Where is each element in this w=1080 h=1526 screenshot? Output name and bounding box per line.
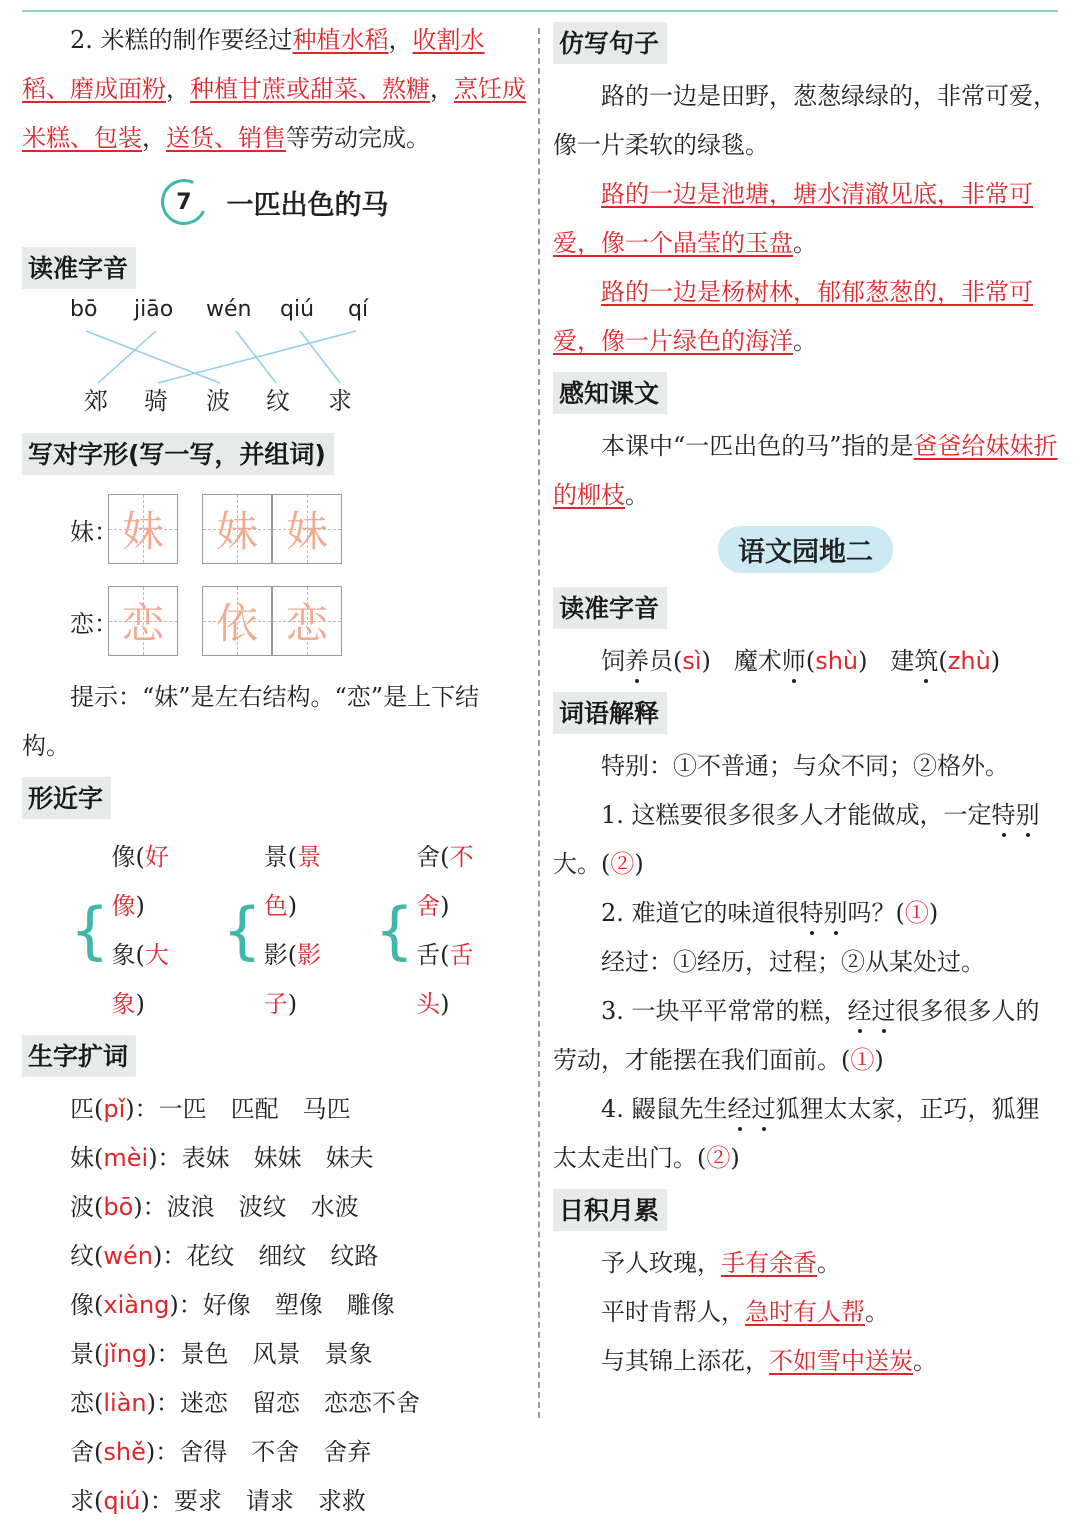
expand-word: 雕像 (346, 1291, 395, 1319)
expand-word: 景象 (324, 1340, 373, 1368)
pinyin-item: qí (348, 297, 369, 322)
section-heading-imitate: 仿写句子 (553, 22, 667, 64)
expand-word: 恋恋不舍 (324, 1389, 421, 1417)
similar-item: 影(影子) (263, 941, 322, 1018)
expand-word: 表妹 (181, 1144, 230, 1172)
match-line (158, 331, 356, 383)
intro-paragraph (22, 16, 527, 163)
perceive-text: 本课中“一匹出色的马”指的是 (601, 432, 914, 460)
punct: ， (430, 75, 454, 103)
cell-char: 依 (215, 599, 258, 648)
emphasis-dot (738, 1127, 742, 1131)
expand-word: 迷恋 (180, 1389, 229, 1417)
expand-word: 花纹 (186, 1242, 235, 1270)
similar-item: 景(景色) (263, 843, 322, 920)
pinyin-answer: sì (682, 647, 702, 675)
right-column (553, 16, 1058, 1386)
expand-word: 请求 (245, 1487, 294, 1515)
similar-item: 舍(不舍) (416, 843, 474, 920)
punct: 。 (793, 327, 817, 355)
expand-row: 像(xiàng)：好像 塑像 雕像 (70, 1291, 395, 1319)
expand-char: 景 (70, 1340, 94, 1368)
brace-icon: { (222, 894, 262, 967)
answer: 不舍 (416, 843, 474, 920)
char: 舌 (416, 941, 441, 969)
hanzi-item: 郊 (84, 387, 108, 415)
writing-cell (108, 494, 178, 564)
hanzi-item: 骑 (144, 387, 168, 415)
answer-underline: 不如雪中送炭 (769, 1347, 913, 1375)
emphasis-dot (858, 1029, 862, 1033)
answer: 大象 (111, 941, 169, 1018)
expand-char: 像 (70, 1291, 94, 1319)
expand-word: 纹路 (330, 1242, 379, 1270)
lesson-number-badge (154, 173, 213, 232)
imitation-sentence (553, 268, 1058, 366)
ex-text: 3. 一块平平常常的糕， (601, 997, 848, 1025)
pron-text: 饲 (601, 647, 625, 675)
emphasis-dot (1002, 833, 1006, 837)
lesson-number: 7 (175, 189, 192, 215)
ex-text: 很多很多人的劳动，才能摆在我们面前。( (553, 997, 1040, 1074)
dotted-char (914, 647, 938, 675)
ex-text: 4. 鼹鼠先生 (601, 1095, 728, 1123)
char: 舍 (416, 843, 441, 871)
expand-char: 舍 (70, 1438, 94, 1466)
answer-underline: 急时有人帮 (745, 1298, 865, 1326)
expand-pinyin: wén (103, 1242, 153, 1270)
cell-char: 妹 (121, 507, 164, 556)
char: 景 (263, 843, 288, 871)
expand-char: 波 (70, 1193, 94, 1221)
emphasis-dot (762, 1127, 766, 1131)
pinyin-item: bō (70, 297, 98, 322)
keyword-char: 过 (872, 997, 896, 1025)
section-heading-perceive: 感知课文 (553, 372, 667, 414)
answer-underline: 爸爸给妹妹折的柳枝 (553, 432, 1058, 509)
answer-underline: 手有余香 (721, 1249, 817, 1277)
cell-char: 恋 (285, 599, 328, 648)
expand-word: 波浪 (166, 1193, 215, 1221)
punct: 。 (793, 229, 817, 257)
punct: 。 (865, 1298, 889, 1326)
answer: 景色 (263, 843, 322, 920)
punct: 。 (817, 1249, 841, 1277)
keyword-char: 经 (728, 1095, 752, 1123)
column-divider (538, 28, 540, 1418)
pron-item: 建筑 (zhù) (890, 647, 1000, 675)
expand-row: 纹(wén)：花纹 细纹 纹路 (70, 1242, 379, 1270)
expand-pinyin: shě (103, 1438, 146, 1466)
kw-text (992, 801, 1040, 829)
daily-line (553, 1288, 1058, 1337)
expand-char: 恋 (70, 1389, 94, 1417)
emphasis-dot (834, 931, 838, 935)
daily-line (553, 1239, 1058, 1288)
ex-text: 1. 这糕要很多很多人才能做成，一定 (601, 801, 992, 829)
keyword (728, 1095, 776, 1123)
pron-item: 饲养 员(sì) (601, 647, 711, 675)
answer: ① (904, 899, 929, 927)
definition: 经过：①经历，过程；②从某处过。 (601, 948, 985, 976)
writing-label: 恋： (70, 609, 118, 638)
expand-row: 匹(pǐ)：一匹 匹配 马匹 (70, 1095, 351, 1123)
keyword (992, 801, 1040, 829)
expand-word: 马匹 (302, 1095, 351, 1123)
writing-cell (272, 494, 342, 564)
ex-text: 吗？( (847, 899, 905, 927)
expand-pinyin: xiàng (103, 1291, 170, 1319)
keyword-char: 过 (752, 1095, 776, 1123)
expand-row: 恋(liàn)：迷恋 留恋 恋恋不舍 (70, 1389, 421, 1417)
expand-row: 波(bō)：波浪 波纹 水波 (70, 1193, 359, 1221)
expand-pinyin: jǐng (103, 1340, 148, 1368)
writing-cell (202, 494, 272, 564)
example-sentence (553, 791, 1058, 889)
pinyin-answer: zhù (947, 647, 991, 675)
char: 影 (263, 941, 288, 969)
expand-row: 求(qiú)：要求 请求 求救 (70, 1487, 366, 1515)
expand-char: 匹 (70, 1095, 94, 1123)
example-sentence (553, 1085, 1058, 1183)
expand-row: 舍(shě)：舍得 不舍 舍弃 (70, 1438, 372, 1466)
writing-row (70, 575, 527, 667)
expand-word: 好像 (202, 1291, 251, 1319)
brace-icon: { (70, 894, 110, 967)
expand-word: 留恋 (252, 1389, 301, 1417)
expand-pinyin: qiú (103, 1487, 141, 1515)
cell-char: 妹 (215, 507, 258, 556)
expand-pinyin: mèi (103, 1144, 149, 1172)
expand-word: 舍弃 (323, 1438, 372, 1466)
hanzi-item: 波 (206, 387, 230, 415)
expand-word: 一匹 (158, 1095, 207, 1123)
kw-text (800, 899, 848, 927)
expand-word: 塑像 (274, 1291, 323, 1319)
emphasis-dot (810, 931, 814, 935)
ex-text: ) (874, 1046, 884, 1074)
section-heading-explain: 词语解释 (553, 692, 667, 734)
example-sentence (553, 987, 1058, 1085)
emphasis-dot (882, 1029, 886, 1033)
cell-char: 恋 (121, 599, 164, 648)
char: 像 (111, 843, 136, 871)
cell-char: 妹 (285, 507, 328, 556)
expand-char: 求 (70, 1487, 94, 1515)
structure-hint: 提示：“妹”是左右结构。“恋”是上下结构。 (22, 683, 480, 760)
keyword-char: 特 (992, 801, 1016, 829)
expand-word: 妹妹 (253, 1144, 302, 1172)
expand-word: 妹夫 (325, 1144, 374, 1172)
definition: 特别：①不普通；与众不同；②格外。 (601, 752, 1009, 780)
expand-char: 纹 (70, 1242, 94, 1270)
punct: 。 (913, 1347, 937, 1375)
emphasis-dot (1026, 833, 1030, 837)
writing-cell (272, 586, 342, 656)
pron-dot-char: 师 (781, 647, 806, 675)
ex-text: ) (928, 899, 939, 927)
top-rule (22, 10, 1058, 12)
similar-group (70, 833, 196, 1029)
punct: 。 (625, 481, 649, 509)
lesson-title: 一匹出色的马 (226, 189, 389, 221)
section-heading-daily: 日积月累 (553, 1189, 667, 1231)
daily-text: 平时肯帮人， (601, 1298, 745, 1326)
answer: 好像 (111, 843, 169, 920)
answer: ② (610, 850, 635, 878)
pron-item: 魔术师 (shù) (734, 647, 868, 675)
pronounce-row (553, 637, 1058, 686)
char: 象 (111, 941, 136, 969)
keyword-char: 别 (824, 899, 848, 927)
section-heading-similar: 形近字 (22, 777, 111, 819)
expand-word: 景色 (180, 1340, 229, 1368)
expand-word: 匹配 (230, 1095, 279, 1123)
model-sentence: 路的一边是田野，葱葱绿绿的，非常可爱，像一片柔软的绿毯。 (553, 82, 1057, 159)
daily-text: 与其锦上添花， (601, 1347, 769, 1375)
expand-word: 细纹 (258, 1242, 307, 1270)
expand-word: 风景 (252, 1340, 301, 1368)
pron-text: 魔术 (733, 647, 782, 675)
pron-dot-char: 养 (625, 647, 649, 675)
garden-title: 语文园地二 (718, 526, 893, 573)
answer-underline: 路的一边是池塘，塘水清澈见底，非常可爱，像一个晶莹的玉盘 (553, 180, 1033, 257)
expand-word: 不舍 (251, 1438, 300, 1466)
similar-group (222, 833, 348, 1029)
punct: ， (166, 75, 190, 103)
expand-row: 景(jǐng)：景色 风景 景象 (70, 1340, 373, 1368)
answer-underline: 种植甘蔗或甜菜、熬糖 (190, 75, 430, 103)
expand-row: 妹(mèi)：表妹 妹妹 妹夫 (70, 1144, 374, 1172)
hanzi-item: 纹 (266, 387, 290, 415)
answer: ② (706, 1144, 731, 1172)
pron-text: 员 (649, 647, 673, 675)
lesson-heading (22, 169, 527, 235)
similar-item: 象(大象) (111, 941, 169, 1018)
expand-char: 妹 (70, 1144, 94, 1172)
keyword-char: 经 (848, 997, 872, 1025)
dotted-char (782, 647, 806, 675)
pinyin-item: wén (206, 297, 252, 322)
dotted-char (625, 647, 649, 675)
expand-pinyin: bō (103, 1193, 134, 1221)
top-rule-mark (1018, 4, 1032, 12)
answer-underline: 种植水稻 (292, 26, 389, 54)
punct: ， (388, 26, 413, 54)
pinyin-item: qiú (280, 297, 315, 322)
intro-tail: 等劳动完成。 (286, 124, 430, 152)
match-line (300, 331, 340, 383)
pinyin-matching (22, 297, 527, 427)
section-heading-expand: 生字扩词 (22, 1035, 136, 1077)
kw-text (848, 997, 896, 1025)
pinyin-answer: shù (815, 647, 859, 675)
similar-item: 像(好像) (111, 843, 169, 920)
answer: 舌头 (416, 941, 474, 1018)
kw-text (728, 1095, 776, 1123)
keyword (800, 899, 848, 927)
ex-text: 大。( (553, 850, 611, 878)
ex-text: ) (730, 1144, 740, 1172)
hanzi-item: 求 (328, 387, 352, 415)
example-sentence (553, 889, 1058, 938)
expand-word: 水波 (310, 1193, 359, 1221)
garden-heading (553, 526, 1058, 573)
pinyin-item: jiāo (134, 297, 174, 322)
ex-text: 2. 难道它的味道很 (601, 899, 800, 927)
answer: ① (850, 1046, 875, 1074)
expand-word: 舍得 (179, 1438, 228, 1466)
expand-pinyin: liàn (103, 1389, 147, 1417)
imitation-sentence (553, 170, 1058, 268)
expand-word: 波纹 (238, 1193, 287, 1221)
expand-word: 要求 (173, 1487, 222, 1515)
left-column (22, 16, 527, 1526)
similar-chars (70, 833, 527, 1029)
writing-label: 妹： (70, 517, 118, 546)
writing-row (70, 483, 527, 575)
similar-item: 舌(舌头) (416, 941, 474, 1018)
expand-list (22, 1085, 527, 1526)
answer-underline: 送货、销售 (166, 124, 286, 152)
pron-dot-char: 筑 (914, 647, 939, 675)
keyword-char: 别 (1016, 801, 1040, 829)
writing-cell (202, 586, 272, 656)
daily-line (553, 1337, 1058, 1386)
answer-underline: 收割水稻、磨成面粉 (22, 26, 485, 103)
pron-text: 建 (890, 647, 915, 675)
intro-text: 2. 米糕的制作要经过 (70, 26, 293, 54)
keyword (848, 997, 896, 1025)
ex-text: ) (634, 850, 644, 878)
similar-group (375, 833, 501, 1029)
daily-text: 予人玫瑰， (601, 1249, 721, 1277)
section-heading-write: 写对字形(写一写，并组词) (22, 433, 334, 475)
answer: 影子 (263, 941, 322, 1018)
keyword-char: 特 (800, 899, 824, 927)
section-heading-pronounce: 读准字音 (22, 247, 136, 289)
brace-icon: { (374, 894, 415, 967)
ex-text: 狐狸太太家，正巧，狐狸太太走出门。( (553, 1095, 1040, 1172)
expand-pinyin: pǐ (103, 1095, 126, 1123)
punct: ， (142, 124, 166, 152)
expand-word: 求救 (317, 1487, 366, 1515)
answer-underline: 路的一边是杨树林，郁郁葱葱的，非常可爱，像一片绿色的海洋 (553, 278, 1033, 355)
writing-cell (108, 586, 178, 656)
answer-underline: 烹饪成米糕、包装 (22, 75, 526, 152)
section-heading-pronounce-2: 读准字音 (553, 587, 667, 629)
perceive-paragraph (553, 422, 1058, 520)
